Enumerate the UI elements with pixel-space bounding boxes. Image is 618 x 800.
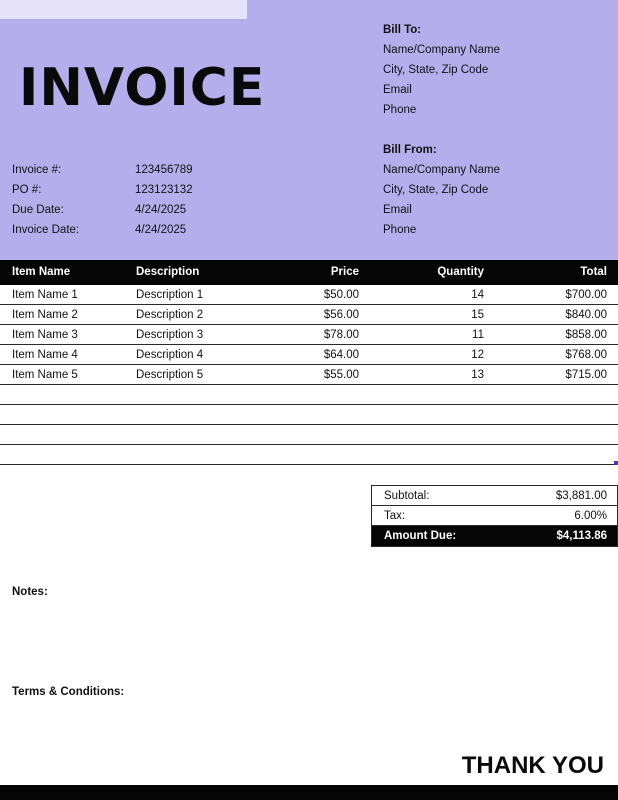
col-header-item-name: Item Name <box>12 266 71 278</box>
amount-due-row <box>372 526 617 546</box>
amount-due-value: $4,113.86 <box>556 530 607 542</box>
notes-label: Notes: <box>12 586 48 598</box>
po-number-value[interactable]: 123123132 <box>135 184 193 196</box>
invoice-title: INVOICE <box>19 58 266 118</box>
po-number-label: PO #: <box>12 184 42 196</box>
due-date-label: Due Date: <box>12 204 64 216</box>
bill-to-address[interactable]: City, State, Zip Code <box>383 64 489 76</box>
cell-total: $700.00 <box>565 289 607 301</box>
col-header-description: Description <box>136 266 200 278</box>
cell-total: $768.00 <box>565 349 607 361</box>
cell-quantity[interactable]: 14 <box>471 289 484 301</box>
invoice-date-value[interactable]: 4/24/2025 <box>135 224 187 236</box>
table-row <box>0 365 618 385</box>
col-header-price: Price <box>330 266 359 278</box>
bill-to-name[interactable]: Name/Company Name <box>383 44 500 56</box>
tax-label: Tax: <box>384 510 406 522</box>
table-row <box>0 285 618 305</box>
cell-description[interactable]: Description 4 <box>136 349 204 361</box>
cell-item-name[interactable]: Item Name 2 <box>12 309 78 321</box>
table-row <box>0 325 618 345</box>
cell-quantity[interactable]: 12 <box>471 349 484 361</box>
bill-from-heading: Bill From: <box>383 144 437 156</box>
cell-quantity[interactable]: 15 <box>471 309 484 321</box>
table-resize-handle[interactable] <box>614 461 618 465</box>
col-header-total: Total <box>580 266 607 278</box>
items-table-header <box>0 260 618 285</box>
cell-price[interactable]: $78.00 <box>323 329 359 341</box>
cell-quantity[interactable]: 13 <box>471 369 484 381</box>
cell-total: $840.00 <box>565 309 607 321</box>
summary-box <box>371 485 618 547</box>
bill-to-block <box>383 20 500 120</box>
bill-to-email[interactable]: Email <box>383 84 412 96</box>
table-row <box>0 305 618 325</box>
meta-row-invoice-date <box>12 220 312 240</box>
bill-to-phone[interactable]: Phone <box>383 104 417 116</box>
cell-item-name[interactable]: Item Name 4 <box>12 349 78 361</box>
cell-item-name[interactable]: Item Name 3 <box>12 329 78 341</box>
cell-price[interactable]: $64.00 <box>323 349 359 361</box>
tax-value[interactable]: 6.00% <box>574 510 607 522</box>
invoice-date-label: Invoice Date: <box>12 224 80 236</box>
cell-price[interactable]: $55.00 <box>323 369 359 381</box>
cell-item-name[interactable]: Item Name 1 <box>12 289 78 301</box>
subtotal-value: $3,881.00 <box>555 490 607 502</box>
cell-price[interactable]: $56.00 <box>323 309 359 321</box>
cell-description[interactable]: Description 5 <box>136 369 204 381</box>
footer-bar <box>0 785 618 800</box>
invoice-number-value[interactable]: 123456789 <box>135 164 193 176</box>
cell-total: $715.00 <box>565 369 607 381</box>
table-row-empty[interactable] <box>0 405 618 425</box>
cell-item-name[interactable]: Item Name 5 <box>12 369 78 381</box>
table-row <box>0 345 618 365</box>
bill-from-email[interactable]: Email <box>383 204 412 216</box>
invoice-meta <box>12 160 312 240</box>
thank-you-text: THANK YOU <box>461 752 604 779</box>
meta-row-po-number <box>12 180 312 200</box>
invoice-header <box>0 0 618 260</box>
cell-description[interactable]: Description 3 <box>136 329 204 341</box>
items-table <box>0 260 618 465</box>
bill-from-phone[interactable]: Phone <box>383 224 417 236</box>
meta-row-invoice-number <box>12 160 312 180</box>
invoice-number-label: Invoice #: <box>12 164 62 176</box>
bill-from-name[interactable]: Name/Company Name <box>383 164 500 176</box>
tax-row <box>372 506 617 526</box>
bill-to-heading: Bill To: <box>383 24 422 36</box>
amount-due-label: Amount Due: <box>384 530 457 542</box>
cell-price[interactable]: $50.00 <box>323 289 359 301</box>
terms-label: Terms & Conditions: <box>12 686 125 698</box>
cell-description[interactable]: Description 1 <box>136 289 204 301</box>
col-header-quantity: Quantity <box>437 266 484 278</box>
bill-from-block <box>383 140 500 240</box>
subtotal-row <box>372 486 617 506</box>
meta-row-due-date <box>12 200 312 220</box>
table-row-empty[interactable] <box>0 445 618 465</box>
bill-from-address[interactable]: City, State, Zip Code <box>383 184 489 196</box>
subtotal-label: Subtotal: <box>384 490 430 502</box>
cell-description[interactable]: Description 2 <box>136 309 204 321</box>
cell-quantity[interactable]: 11 <box>472 329 484 341</box>
cell-total: $858.00 <box>565 329 607 341</box>
table-row-empty[interactable] <box>0 385 618 405</box>
header-tab-highlight <box>0 0 247 19</box>
due-date-value[interactable]: 4/24/2025 <box>135 204 187 216</box>
table-row-empty[interactable] <box>0 425 618 445</box>
